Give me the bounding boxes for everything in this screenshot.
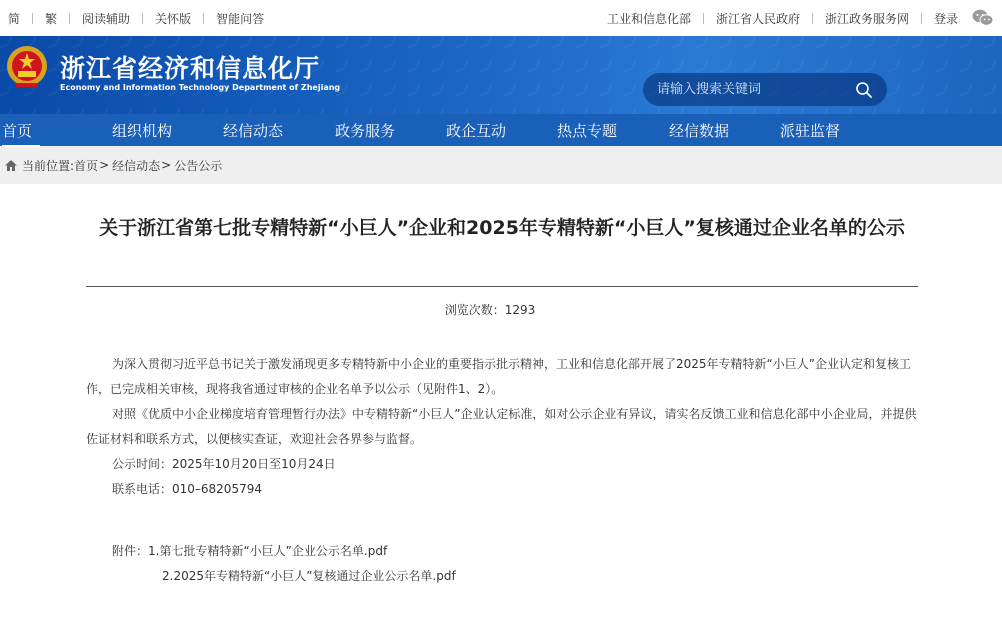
notice-time: 公示时间：2025年10月20日至10月24日 — [112, 457, 336, 471]
main-nav — [0, 114, 1002, 146]
divider — [69, 13, 70, 24]
breadcrumb-separator: > — [161, 158, 172, 172]
divider — [812, 13, 813, 24]
site-header — [0, 36, 1002, 114]
contact-phone: 联系电话：010–68205794 — [112, 482, 262, 496]
title-divider — [86, 286, 918, 287]
article-body — [86, 352, 918, 502]
home-icon — [4, 159, 18, 172]
wechat-icon[interactable] — [972, 9, 994, 27]
site-subtitle: Economy and Information Technology Department of Zhejiang — [60, 83, 341, 92]
attachments-label: 附件： — [112, 544, 149, 558]
breadcrumb-item-news[interactable]: 经信动态 — [112, 158, 161, 173]
view-count — [0, 301, 980, 318]
breadcrumb-separator: > — [99, 158, 110, 172]
breadcrumb — [0, 146, 1002, 184]
search-input[interactable] — [657, 82, 855, 97]
reading-assist-link[interactable]: 阅读辅助 — [82, 11, 131, 26]
external-links — [607, 9, 1002, 27]
national-emblem-icon — [6, 45, 48, 89]
miit-link[interactable]: 工业和信息化部 — [606, 11, 691, 26]
nav-item-interaction[interactable]: 政企互动 — [446, 122, 507, 140]
nav-item-organization[interactable]: 组织机构 — [112, 122, 173, 140]
login-link[interactable]: 登录 — [933, 11, 958, 26]
nav-item-supervision[interactable]: 派驻监督 — [780, 122, 841, 140]
attachments — [112, 539, 456, 589]
paragraph: 为深入贯彻习近平总书记关于激发涌现更多专精特新中小企业的重要指示批示精神，工业和信息化部开展了2025年专精特新“小巨人”企业认定和复核工作，已完成相关审核，现将我省通过审核的企业名单予以公示（见附件1、2）。 — [86, 357, 911, 396]
divider — [921, 13, 922, 24]
attachment-link-1[interactable]: 1.第七批专精特新“小巨人”企业公示名单.pdf — [148, 544, 388, 558]
simplified-chinese-link[interactable]: 简 — [8, 11, 21, 26]
accessibility-links — [8, 10, 264, 27]
divider — [703, 13, 704, 24]
divider — [142, 13, 143, 24]
nav-item-data[interactable]: 经信数据 — [669, 122, 730, 140]
breadcrumb-item-home[interactable]: 首页 — [74, 158, 99, 173]
nav-item-services[interactable]: 政务服务 — [335, 122, 396, 140]
nav-item-home[interactable]: 首页 — [2, 122, 33, 140]
attachment-link-2[interactable]: 2.2025年专精特新“小巨人”复核通过企业公示名单.pdf — [162, 569, 456, 583]
breadcrumb-item-notices[interactable]: 公告公示 — [174, 158, 223, 173]
care-version-link[interactable]: 关怀版 — [155, 11, 192, 26]
article-title: 关于浙江省第七批专精特新“小巨人”企业和2025年专精特新“小巨人”复核通过企业名单的公示 — [99, 217, 905, 239]
zj-service-link[interactable]: 浙江政务服务网 — [824, 11, 909, 26]
search-icon[interactable] — [855, 81, 873, 99]
nav-item-news[interactable]: 经信动态 — [223, 122, 284, 140]
zj-gov-link[interactable]: 浙江省人民政府 — [715, 11, 800, 26]
traditional-chinese-link[interactable]: 繁 — [45, 11, 58, 26]
paragraph: 对照《优质中小企业梯度培育管理暂行办法》中专精特新“小巨人”企业认定标准，如对公示企业有异议，请实名反馈工业和信息化部中小企业局，并提供佐证材料和联系方式，以便核实查证，欢迎社会各界参与监督。 — [86, 407, 917, 446]
search-box — [643, 73, 887, 106]
smart-qa-link[interactable]: 智能问答 — [216, 11, 265, 26]
view-count-label: 浏览次数： — [444, 303, 505, 317]
divider — [32, 13, 33, 24]
divider — [203, 13, 204, 24]
site-title[interactable]: 浙江省经济和信息化厅 — [60, 54, 321, 83]
view-count-value: 1293 — [504, 303, 536, 317]
breadcrumb-prefix: 当前位置: — [22, 158, 75, 173]
nav-item-topics[interactable]: 热点专题 — [557, 122, 618, 140]
top-utility-bar — [0, 0, 1002, 36]
